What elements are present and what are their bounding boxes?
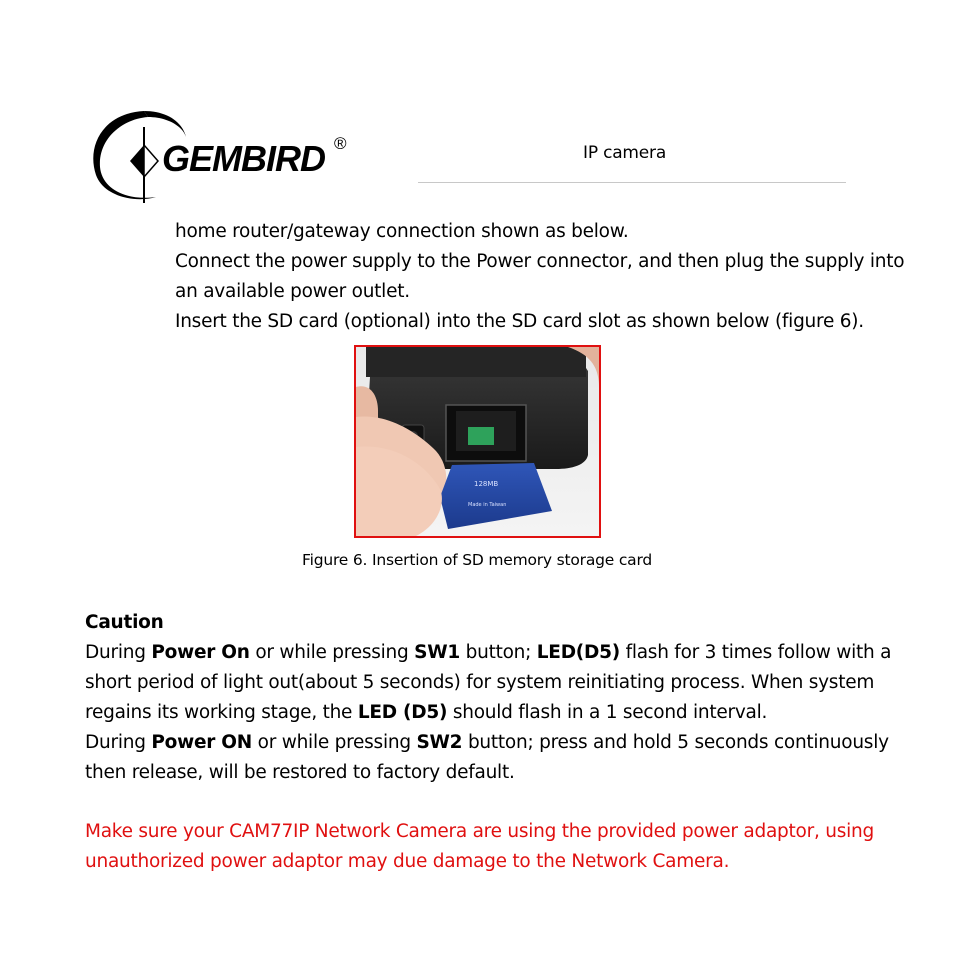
caution-line: [85, 638, 892, 668]
text-run: regains its working stage, the: [85, 702, 358, 723]
intro-line: home router/gateway connection shown as below.: [175, 221, 629, 242]
header-title: IP camera: [583, 143, 667, 163]
card-label-capacity: 128MB: [474, 480, 499, 488]
caution-section: [85, 608, 892, 788]
gembird-logo: [86, 105, 366, 205]
registered-mark: ®: [334, 134, 347, 153]
header-divider: [418, 182, 846, 183]
text-run: button; press and hold 5 seconds continuously: [462, 732, 889, 753]
caution-line: [85, 698, 885, 728]
text-run: button;: [460, 642, 537, 663]
text-run: should flash in a 1 second interval.: [447, 702, 768, 723]
sd-card-insertion-photo: [356, 347, 599, 536]
caution-heading: [85, 608, 885, 638]
text-run-bold: Power On: [151, 642, 250, 663]
power-adaptor-warning: [85, 817, 885, 877]
intro-line: Connect the power supply to the Power connector, and then plug the supply into: [175, 251, 905, 272]
caution-line: short period of light out(about 5 seconds) for system reinitiating process. When system: [85, 672, 875, 693]
caution-heading-text: Caution: [85, 612, 164, 633]
text-run: flash for 3 times follow with a: [619, 642, 892, 663]
warning-line: unauthorized power adaptor may due damage to the Network Camera.: [85, 851, 730, 872]
warning-line: Make sure your CAM77IP Network Camera are using the provided power adaptor, using: [85, 821, 874, 842]
text-run-bold: LED (D5): [357, 702, 448, 723]
intro-line: an available power outlet.: [175, 281, 410, 302]
text-run: or while pressing: [252, 732, 417, 753]
text-run-bold: Power ON: [151, 732, 253, 753]
intro-text: [175, 217, 905, 337]
text-run-bold: LED(D5): [536, 642, 620, 663]
gembird-logo-graphic: [86, 105, 366, 205]
caution-line: then release, will be restored to factory default.: [85, 762, 515, 783]
text-run: During: [85, 732, 152, 753]
card-label-origin: Made in Taiwan: [468, 502, 507, 508]
caution-line: [85, 728, 889, 758]
text-run: During: [85, 642, 152, 663]
text-run-bold: SW2: [416, 732, 463, 753]
intro-line: Insert the SD card (optional) into the SD card slot as shown below (figure 6).: [175, 311, 864, 332]
logo-brand-text: GEMBIRD: [162, 138, 325, 179]
text-run-bold: SW1: [414, 642, 460, 663]
figure-photo: [354, 345, 601, 538]
text-run: or while pressing: [249, 642, 415, 663]
figure-caption: Figure 6. Insertion of SD memory storage card: [302, 551, 652, 569]
